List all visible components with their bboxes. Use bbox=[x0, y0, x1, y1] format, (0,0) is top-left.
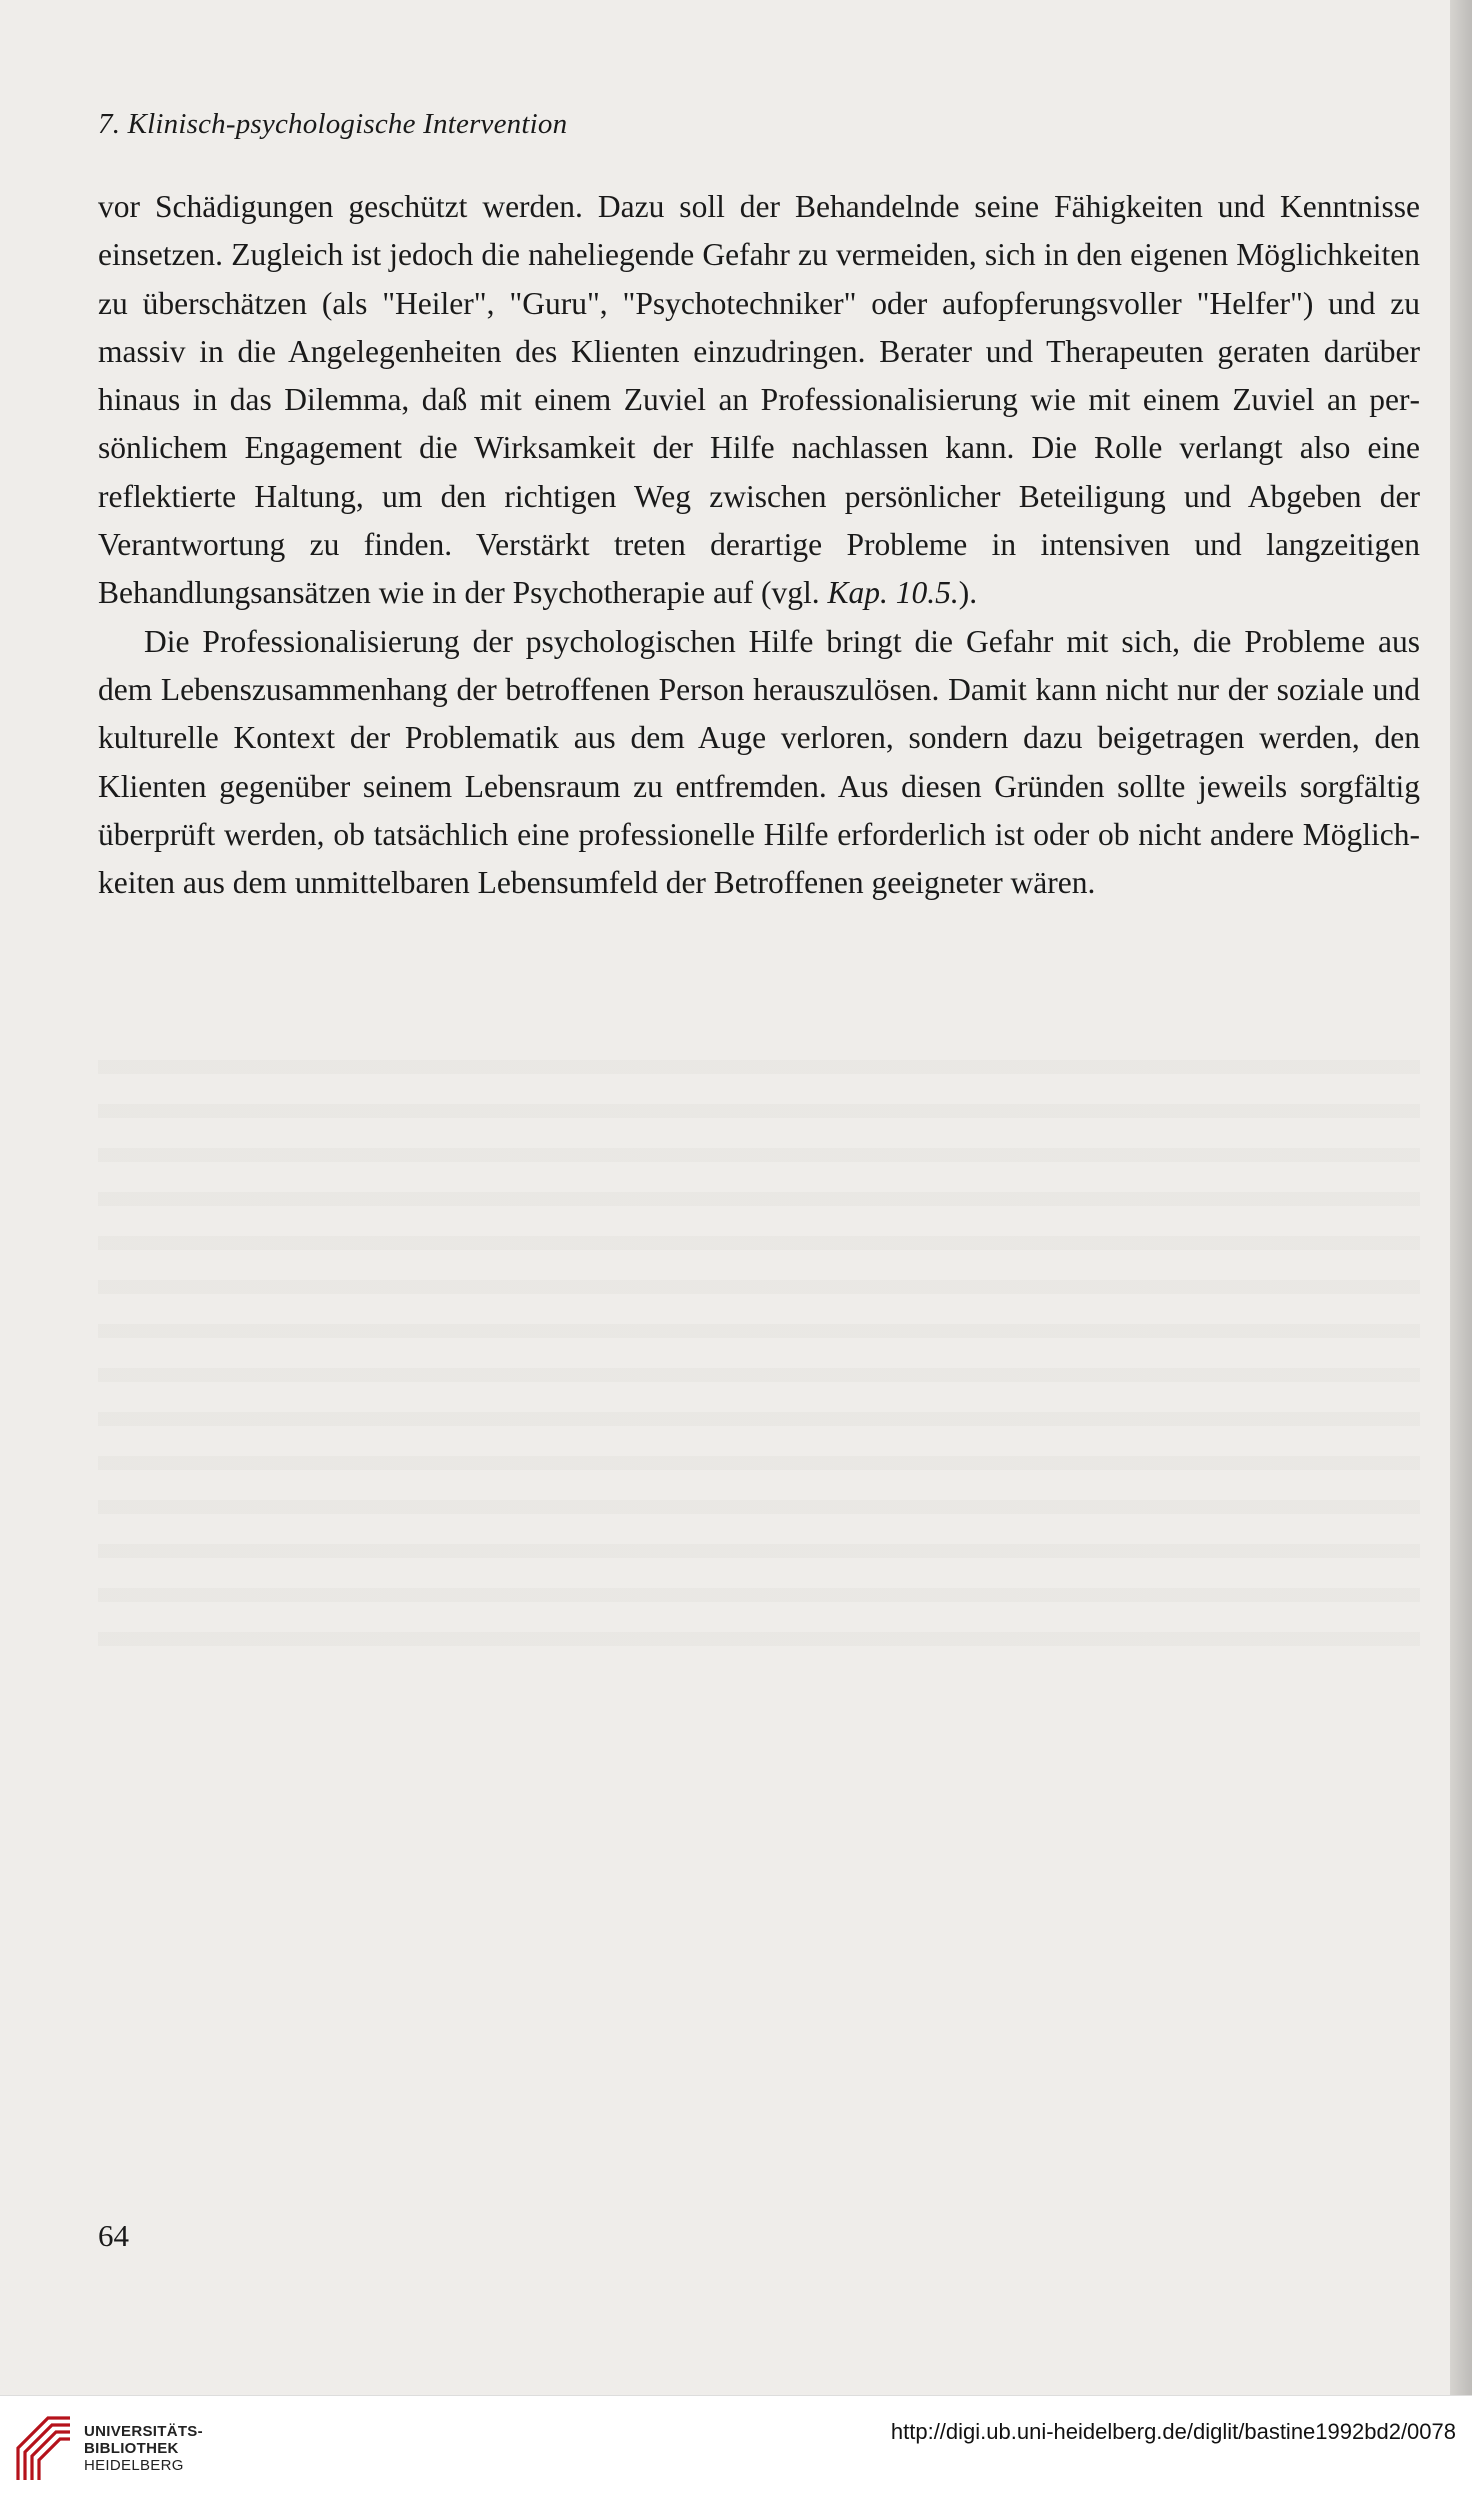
library-name-line-1: UNIVERSITÄTS- bbox=[84, 2423, 203, 2440]
library-name bbox=[84, 2423, 203, 2474]
page-number: 64 bbox=[98, 2218, 129, 2253]
paragraph-1-end: ). bbox=[958, 575, 978, 611]
show-through-text bbox=[98, 1030, 1420, 1670]
permalink-url[interactable]: http://digi.ub.uni-heidelberg.de/diglit/bastine1992bd2/0078 bbox=[890, 2419, 1456, 2444]
paragraph-2: Die Professionalisierung der psychologischen Hilfe bringt die Gefahr mit sich, die Probleme aus dem Lebenszusammenhang der betroffenen Person herauszulösen. Damit kann nicht nur der soziale und kulturelle Kontext der Problematik aus dem Auge verloren, sondern dazu beigetragen werden, den Klienten gegenüber seinem Lebensraum zu entfremden. Aus diesen Gründen sollte jeweils sorgfältig überprüft werden, ob tatsächlich eine professionelle Hilfe erforderlich ist oder ob nicht andere Möglichkeiten aus dem unmittelbaren Lebensumfeld der Betroffenen geeigneter wären. bbox=[98, 623, 1420, 901]
running-head: 7. Klinisch-psychologische Intervention bbox=[98, 108, 568, 140]
library-name-line-3: HEIDELBERG bbox=[84, 2457, 184, 2474]
library-logo-icon bbox=[14, 2414, 74, 2484]
page-edge bbox=[1450, 0, 1472, 2395]
body-text bbox=[98, 183, 1420, 907]
library-name-line-2: BIBLIOTHEK bbox=[84, 2440, 179, 2457]
chapter-reference: Kap. 10.5. bbox=[827, 575, 959, 611]
library-footer bbox=[0, 2395, 1472, 2501]
paragraph-1-text: vor Schädigungen geschützt werden. Dazu soll der Behandelnde seine Fähigkeiten und Kenntnisse einsetzen. Zugleich ist jedoch die naheliegende Gefahr zu vermeiden, sich in den eigenen Möglichkeiten zu überschätzen (als "Heiler", "Guru", "Psychotechniker" oder aufopferungsvoller "Helfer") und zu massiv in die Angelegenheiten des Klienten einzudringen. Berater und Therapeuten geraten darüber hinaus in das Dilemma, daß mit einem Zuviel an Professionalisierung wie mit einem Zuviel an persönlichem Engagement die Wirksamkeit der Hilfe nachlassen kann. Die Rolle verlangt also eine reflektierte Haltung, um den richtigen Weg zwischen persönlicher Beteiligung und Abgeben der Verantwortung zu finden. Verstärkt treten derartige Probleme in intensiven und langzeitigen Behandlungsansätzen wie in der Psychotherapie auf (vgl. bbox=[98, 189, 1420, 611]
paragraph-1 bbox=[98, 183, 1420, 618]
